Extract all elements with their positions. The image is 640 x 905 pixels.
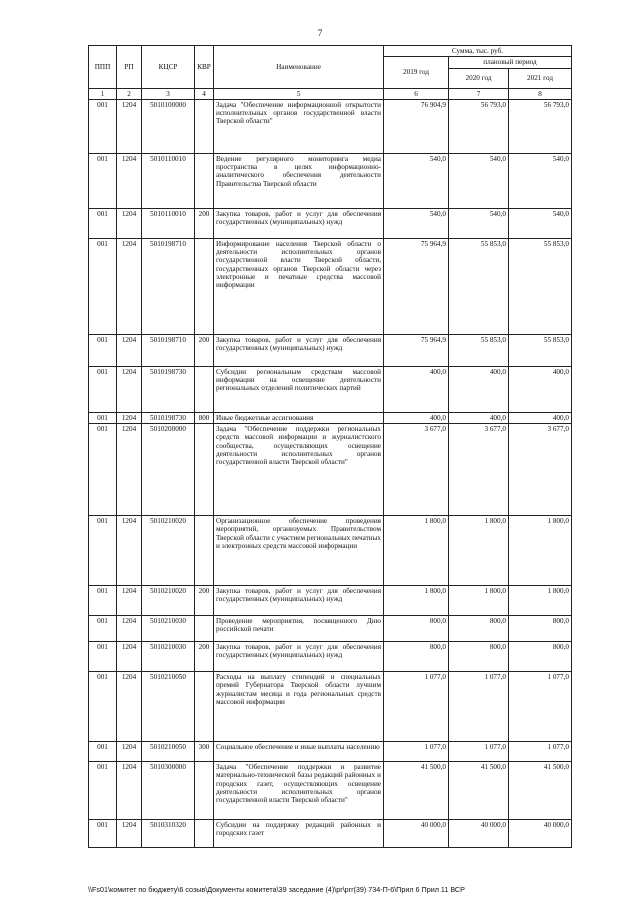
row-kcsr: 5010300000 — [142, 762, 195, 820]
row-kvr: 200 — [195, 334, 214, 366]
row-ppp: 001 — [89, 424, 117, 516]
table-row — [89, 334, 572, 366]
header-2020: 2020 год — [449, 68, 509, 88]
row-rp: 1204 — [117, 334, 142, 366]
row-value-2021: 540,0 — [509, 208, 572, 238]
column-index-row — [89, 88, 572, 99]
row-ppp: 001 — [89, 334, 117, 366]
row-kvr: 200 — [195, 208, 214, 238]
row-value-2019: 40 000,0 — [384, 820, 449, 848]
page-number: 7 — [317, 28, 323, 38]
table-row — [89, 238, 572, 334]
row-ppp: 001 — [89, 762, 117, 820]
row-kvr — [195, 516, 214, 586]
row-kvr — [195, 616, 214, 642]
row-kcsr: 5010210050 — [142, 742, 195, 762]
row-value-2019: 400,0 — [384, 412, 449, 423]
row-rp: 1204 — [117, 424, 142, 516]
column-index: 3 — [142, 88, 195, 99]
row-value-2020: 800,0 — [449, 616, 509, 642]
row-ppp: 001 — [89, 238, 117, 334]
header-name: Наименование — [214, 46, 384, 89]
row-kcsr: 5010210030 — [142, 642, 195, 672]
row-ppp: 001 — [89, 820, 117, 848]
table-row — [89, 672, 572, 742]
table-row — [89, 762, 572, 820]
table-row — [89, 616, 572, 642]
row-value-2019: 800,0 — [384, 642, 449, 672]
row-value-2021: 56 793,0 — [509, 99, 572, 153]
row-value-2020: 55 853,0 — [449, 334, 509, 366]
row-name: Информирование населения Тверской области о деятельности исполнительных органов государственной власти Тверской области, государственных органов Тверской области через электронные и печатные средства массовой информации — [214, 238, 384, 334]
row-value-2020: 56 793,0 — [449, 99, 509, 153]
row-value-2019: 1 800,0 — [384, 516, 449, 586]
table-header — [89, 46, 572, 100]
header-sum: Сумма, тыс. руб. — [384, 46, 572, 57]
row-value-2020: 1 077,0 — [449, 672, 509, 742]
row-ppp: 001 — [89, 99, 117, 153]
row-rp: 1204 — [117, 642, 142, 672]
header-planned-period: плановый период — [449, 57, 572, 68]
row-name: Субсидии на поддержку редакций районных и городских газет — [214, 820, 384, 848]
row-name: Закупка товаров, работ и услуг для обеспечения государственных (муниципальных) нужд — [214, 642, 384, 672]
row-kcsr: 5010198710 — [142, 238, 195, 334]
row-rp: 1204 — [117, 586, 142, 616]
row-name: Проведение мероприятия, посвященного Дню российской печати — [214, 616, 384, 642]
row-value-2021: 540,0 — [509, 153, 572, 208]
row-kcsr: 5010198730 — [142, 412, 195, 423]
row-value-2019: 800,0 — [384, 616, 449, 642]
table-row — [89, 516, 572, 586]
row-rp: 1204 — [117, 672, 142, 742]
row-value-2019: 400,0 — [384, 366, 449, 412]
row-value-2021: 800,0 — [509, 642, 572, 672]
row-value-2019: 1 800,0 — [384, 586, 449, 616]
row-kvr — [195, 672, 214, 742]
row-kcsr: 5010110010 — [142, 153, 195, 208]
column-index: 7 — [449, 88, 509, 99]
row-value-2020: 800,0 — [449, 642, 509, 672]
row-kvr — [195, 762, 214, 820]
column-index: 4 — [195, 88, 214, 99]
row-value-2021: 55 853,0 — [509, 238, 572, 334]
row-value-2021: 400,0 — [509, 412, 572, 423]
table-body — [89, 99, 572, 847]
row-value-2021: 1 800,0 — [509, 516, 572, 586]
row-value-2020: 540,0 — [449, 208, 509, 238]
column-index: 5 — [214, 88, 384, 99]
row-value-2021: 400,0 — [509, 366, 572, 412]
row-name: Расходы на выплату стипендий и специальных премий Губернатора Тверской области лучшим журналистам месяца и года региональных средств массовой информации — [214, 672, 384, 742]
row-value-2019: 1 077,0 — [384, 742, 449, 762]
row-value-2021: 1 077,0 — [509, 672, 572, 742]
table-row — [89, 642, 572, 672]
row-value-2020: 3 677,0 — [449, 424, 509, 516]
row-value-2020: 1 800,0 — [449, 516, 509, 586]
row-kvr — [195, 366, 214, 412]
row-kcsr: 5010210020 — [142, 516, 195, 586]
row-value-2021: 1 800,0 — [509, 586, 572, 616]
table-row — [89, 424, 572, 516]
row-rp: 1204 — [117, 366, 142, 412]
budget-table — [88, 45, 572, 848]
row-ppp: 001 — [89, 366, 117, 412]
row-value-2020: 55 853,0 — [449, 238, 509, 334]
row-value-2020: 540,0 — [449, 153, 509, 208]
row-value-2020: 40 000,0 — [449, 820, 509, 848]
row-name: Социальное обеспечение и иные выплаты населению — [214, 742, 384, 762]
row-ppp: 001 — [89, 642, 117, 672]
row-kcsr: 5010110010 — [142, 208, 195, 238]
row-rp: 1204 — [117, 820, 142, 848]
file-path-footer: \\Fs01\комитет по бюджету\6 созыв\Документы комитета\39 заседание (4)\pr\prr(39) 734-П-6\Прил 6 Прил 11 ВСР — [88, 885, 465, 894]
row-ppp: 001 — [89, 616, 117, 642]
row-kvr — [195, 820, 214, 848]
table-row — [89, 742, 572, 762]
row-rp: 1204 — [117, 153, 142, 208]
table-row — [89, 820, 572, 848]
row-kvr: 800 — [195, 412, 214, 423]
row-ppp: 001 — [89, 412, 117, 423]
row-kcsr: 5010310320 — [142, 820, 195, 848]
row-kcsr: 5010198730 — [142, 366, 195, 412]
row-rp: 1204 — [117, 238, 142, 334]
row-name: Организационное обеспечение проведения мероприятий, организуемых Правительством Тверской области с участием региональных печатных и электронных средств массовой информации — [214, 516, 384, 586]
row-kvr — [195, 238, 214, 334]
row-rp: 1204 — [117, 616, 142, 642]
row-name: Задача "Обеспечение поддержки и развитие материально-технической базы редакций районных и городских газет, осуществляющих освещение деятельности исполнительных органов государственной власти Тверской области" — [214, 762, 384, 820]
row-ppp: 001 — [89, 208, 117, 238]
header-2021: 2021 год — [509, 68, 572, 88]
row-value-2021: 55 853,0 — [509, 334, 572, 366]
row-kcsr: 5010210030 — [142, 616, 195, 642]
row-value-2020: 41 500,0 — [449, 762, 509, 820]
row-name: Задача "Обеспечение информационной открытости исполнительных органов государственной власти Тверской области" — [214, 99, 384, 153]
row-name: Закупка товаров, работ и услуг для обеспечения государственных (муниципальных) нужд — [214, 586, 384, 616]
table-row — [89, 412, 572, 423]
row-kvr — [195, 99, 214, 153]
row-rp: 1204 — [117, 762, 142, 820]
row-value-2020: 1 800,0 — [449, 586, 509, 616]
row-value-2019: 75 964,9 — [384, 334, 449, 366]
row-ppp: 001 — [89, 153, 117, 208]
header-rp: РП — [117, 46, 142, 89]
row-name: Ведение регулярного мониторинга медиа пространства в целях информационно-аналитического обеспечения деятельности Правительства Тверской области — [214, 153, 384, 208]
row-value-2019: 540,0 — [384, 153, 449, 208]
row-rp: 1204 — [117, 412, 142, 423]
row-kvr: 200 — [195, 586, 214, 616]
row-kvr: 200 — [195, 642, 214, 672]
row-kcsr: 5010210050 — [142, 672, 195, 742]
row-kcsr: 5010210020 — [142, 586, 195, 616]
row-name: Иные бюджетные ассигнования — [214, 412, 384, 423]
row-value-2020: 400,0 — [449, 412, 509, 423]
row-name: Закупка товаров, работ и услуг для обеспечения государственных (муниципальных) нужд — [214, 208, 384, 238]
row-value-2019: 41 500,0 — [384, 762, 449, 820]
row-value-2019: 3 677,0 — [384, 424, 449, 516]
row-ppp: 001 — [89, 586, 117, 616]
row-name: Субсидии региональным средствам массовой информации на освещение деятельности региональных отделений политических партий — [214, 366, 384, 412]
row-kcsr: 5010198710 — [142, 334, 195, 366]
column-index: 6 — [384, 88, 449, 99]
row-value-2020: 1 077,0 — [449, 742, 509, 762]
row-value-2019: 1 077,0 — [384, 672, 449, 742]
row-rp: 1204 — [117, 742, 142, 762]
row-value-2019: 76 904,9 — [384, 99, 449, 153]
header-kvr: КВР — [195, 46, 214, 89]
header-2019: 2019 год — [384, 57, 449, 88]
row-rp: 1204 — [117, 99, 142, 153]
column-index: 8 — [509, 88, 572, 99]
row-rp: 1204 — [117, 516, 142, 586]
table-row — [89, 208, 572, 238]
column-index: 1 — [89, 88, 117, 99]
row-rp: 1204 — [117, 208, 142, 238]
row-ppp: 001 — [89, 516, 117, 586]
header-ppp: ППП — [89, 46, 117, 89]
row-value-2021: 3 677,0 — [509, 424, 572, 516]
row-value-2020: 400,0 — [449, 366, 509, 412]
column-index: 2 — [117, 88, 142, 99]
header-kcsr: КЦСР — [142, 46, 195, 89]
table-row — [89, 586, 572, 616]
table-row — [89, 153, 572, 208]
row-kvr — [195, 153, 214, 208]
row-ppp: 001 — [89, 672, 117, 742]
row-ppp: 001 — [89, 742, 117, 762]
row-name: Закупка товаров, работ и услуг для обеспечения государственных (муниципальных) нужд — [214, 334, 384, 366]
table-row — [89, 99, 572, 153]
row-kvr — [195, 424, 214, 516]
row-kcsr: 5010200000 — [142, 424, 195, 516]
row-value-2021: 41 500,0 — [509, 762, 572, 820]
table-row — [89, 366, 572, 412]
row-value-2021: 800,0 — [509, 616, 572, 642]
row-value-2019: 75 964,9 — [384, 238, 449, 334]
row-value-2021: 40 000,0 — [509, 820, 572, 848]
row-kcsr: 5010100000 — [142, 99, 195, 153]
row-kvr: 300 — [195, 742, 214, 762]
row-value-2021: 1 077,0 — [509, 742, 572, 762]
row-value-2019: 540,0 — [384, 208, 449, 238]
row-name: Задача "Обеспечение поддержки региональных средств массовой информации и журналистского сообщества, осуществляющих освещение деятельности исполнительных органов государственной власти Тверской области" — [214, 424, 384, 516]
